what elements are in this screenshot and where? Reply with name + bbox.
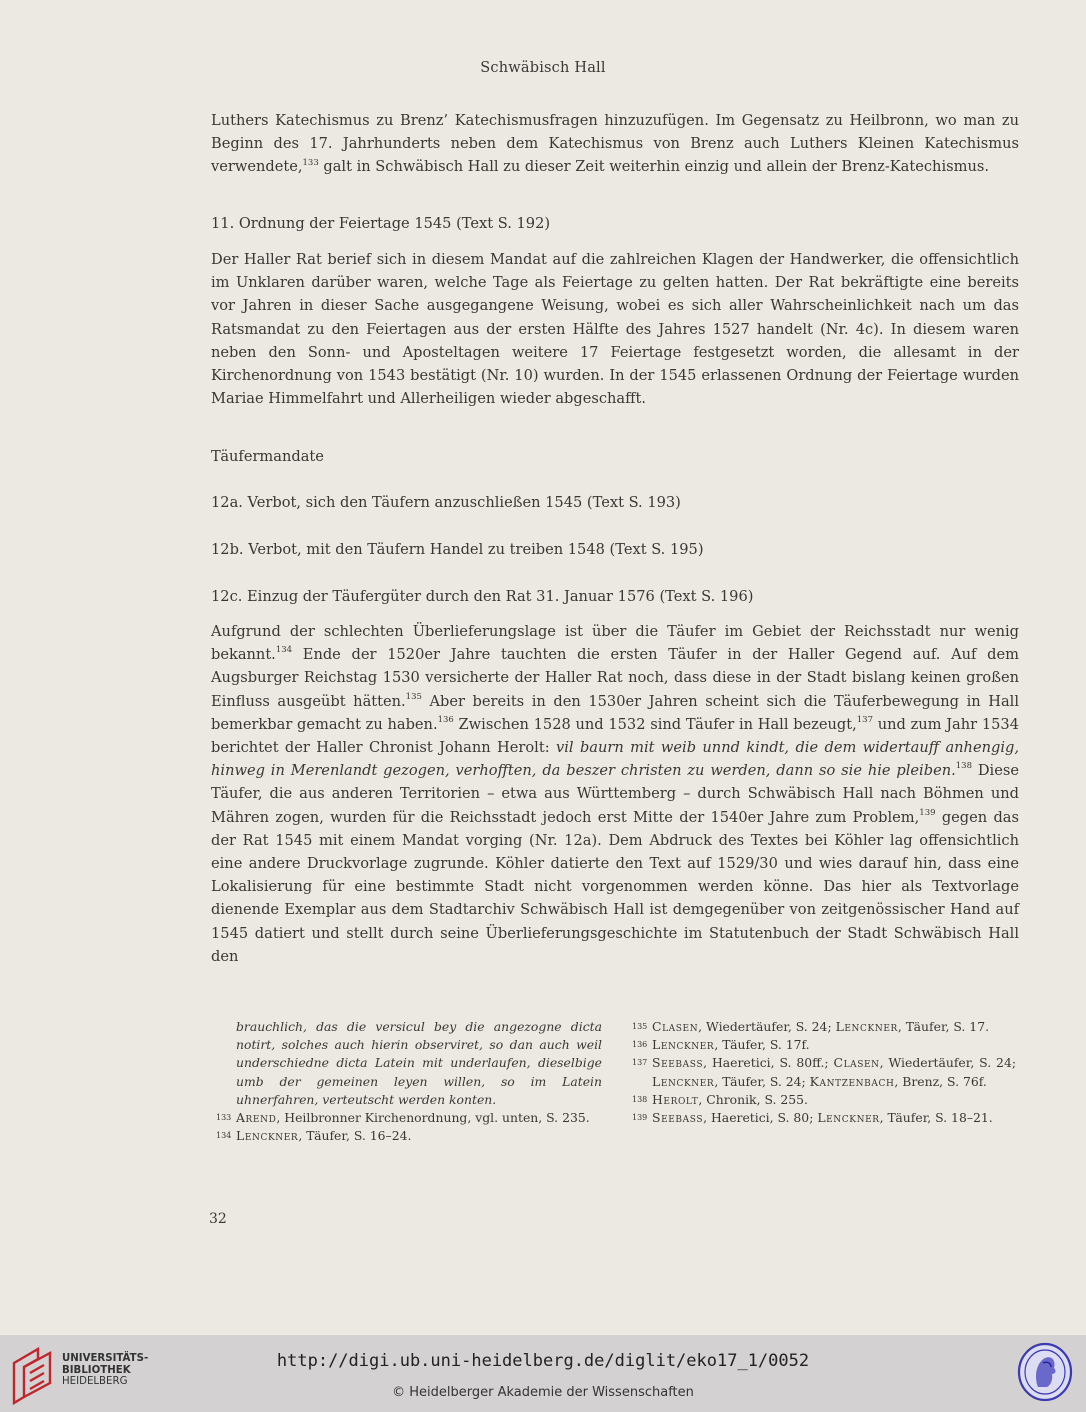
footnote-134: [216, 1127, 602, 1145]
footnote-ref-135[interactable]: 135: [405, 691, 422, 702]
logo-line: HEIDELBERG: [62, 1376, 128, 1387]
footnote-author: Lenckner: [236, 1128, 299, 1144]
paragraph-text: Ende der 1520er Jahre tauchten die ersten Täufer in der Haller Gegend auf. Auf dem Augsburger Reichstag 1530 versicherte der Haller Rat noch, dass diese in der Stadt bislang keinen großen Einfluss ausgeübt hätten.: [211, 646, 1019, 710]
footnote-number: 134: [216, 1131, 232, 1141]
footnote-number: 133: [216, 1113, 232, 1123]
footnote-text: , Brenz, S. 76f.: [894, 1073, 987, 1089]
footnote-ref-137[interactable]: 137: [856, 714, 873, 725]
footnote-number: 136: [632, 1040, 648, 1050]
footnote-author: Clasen: [833, 1055, 880, 1071]
footnote-text: , Heilbronner Kirchenordnung, vgl. unten, S. 235.: [276, 1110, 590, 1126]
copyright-notice: © Heidelberger Akademie der Wissenschaften: [392, 1385, 694, 1400]
paragraph-text: galt in Schwäbisch Hall zu dieser Zeit weiterhin einzig und allein der Brenz-Katechismus.: [318, 158, 989, 176]
paragraph-text: Aufgrund der schlechten Überlieferungslage ist über die Täufer im Gebiet der Reichsstadt nur wenig bekannt.: [211, 623, 1019, 664]
footnote-text: , Wiedertäufer, S. 24;: [698, 1019, 836, 1034]
paragraph-text: Aber bereits in den 1530er Jahren scheint sich die Täuferbewegung in Hall bemerkbar gemacht zu haben.: [211, 692, 1019, 733]
section-heading-12a: 12a. Verbot, sich den Täufern anzuschließen 1545 (Text S. 193): [211, 494, 681, 511]
paragraph-text: Luthers Katechismus zu Brenz’ Katechismusfragen hinzuzufügen. Im Gegensatz zu Heilbronn, wo man zu Beginn des 17. Jahrhunderts neben dem Katechismus von Brenz auch Luthers Kleinen Katechismus verwendete,: [211, 112, 1019, 176]
viewer-footer-bar: [0, 1335, 1086, 1412]
footnote-text: , Haeretici, S. 80;: [703, 1110, 818, 1126]
paragraph-catechism: [211, 109, 1019, 179]
paragraph-text: Zwischen 1528 und 1532 sind Täufer in Hall bezeugt,: [453, 715, 857, 733]
footnote-ref-139[interactable]: 139: [919, 807, 936, 818]
footnote-author: Herolt: [652, 1091, 699, 1107]
footnote-135: [632, 1018, 1016, 1036]
footnote-ref-134[interactable]: 134: [275, 645, 293, 656]
logo-line: UNIVERSITÄTS-: [62, 1353, 149, 1364]
footnote-136: [632, 1036, 1016, 1054]
running-head: Schwäbisch Hall: [480, 60, 606, 76]
permalink-url[interactable]: http://digi.ub.uni-heidelberg.de/diglit/eko17_1/0052: [276, 1351, 810, 1371]
footnote-text: , Haeretici, S. 80ff.;: [703, 1055, 834, 1071]
footnote-text: , Täufer, S. 24;: [714, 1073, 810, 1089]
logo-line: BIBLIOTHEK: [62, 1364, 131, 1376]
footnote-author: Lenckner: [652, 1037, 715, 1053]
footnote-text: , Täufer, S. 17.: [897, 1019, 990, 1034]
footnote-author: Arend: [236, 1110, 277, 1126]
footnote-139: [632, 1109, 1016, 1127]
footnote-author: Kantzenbach: [809, 1073, 895, 1089]
footnote-text: , Chronik, S. 255.: [698, 1091, 808, 1107]
section-heading-12c: 12c. Einzug der Täufergüter durch den Rat 31. Januar 1576 (Text S. 196): [211, 588, 754, 605]
section-heading-11: 11. Ordnung der Feiertage 1545 (Text S. 192): [211, 215, 551, 232]
paragraph-text: gegen das der Rat 1545 mit einem Mandat vorging (Nr. 12a). Dem Abdruck des Textes bei Köhler lag offensichtlich eine andere Druckvorlage zugrunde. Köhler datierte den Text auf 1529/30 und wies darauf hin, dass eine Lokalisierung für eine bestimmte Stadt nicht vorgenommen werden könne. Das hier als Textvorlage dienende Exemplar aus dem Stadtarchiv Schwäbisch Hall ist demgegenüber von zeitgenössischer Hand auf 1545 datiert und stellt durch seine Überlieferungsgeschichte im Statutenbuch der Stadt Schwäbisch Hall den: [211, 808, 1019, 965]
footnote-133: [216, 1109, 602, 1127]
footnote-ref-133[interactable]: 133: [302, 157, 319, 168]
footnote-author: Lenckner: [817, 1110, 880, 1126]
footnote-author: Lenckner: [835, 1019, 898, 1034]
footnote-author: Seebass: [652, 1110, 704, 1126]
paragraph-text: und zum Jahr 1534 berichtet der Haller Chronist Johann Herolt:: [211, 715, 1019, 757]
chronicle-quote: vil baurn mit weib unnd kindt, die dem widertauff anhengig, hinweg in Merenlandt gezogen, verhofften, da beszer christen zu werden, dann so sie hie pleiben.: [211, 739, 1019, 780]
footnote-number: 137: [632, 1058, 648, 1068]
footnote-text: , Wiedertäufer, S. 24;: [879, 1055, 1017, 1071]
section-heading-12b: 12b. Verbot, mit den Täufern Handel zu treiben 1548 (Text S. 195): [211, 541, 704, 558]
footnote-continuation: brauchlich, das die versicul bey die angezogne dicta notirt, solches auch hierin observiret, so dan auch weil underschiedne dicta Latein mit underlaufen, dieselbige umb der gemeinen leyen willen, so im Latein uhnerfahren, verteutscht werden konten.: [236, 1019, 602, 1107]
footnote-ref-138[interactable]: 138: [955, 761, 972, 772]
footnote-138: [632, 1091, 1016, 1109]
footnote-number: 135: [632, 1022, 648, 1031]
footnote-author: Seebass: [652, 1055, 704, 1071]
footnotes-left-column: [216, 1018, 602, 1145]
footnote-text: , Täufer, S. 17f.: [714, 1037, 810, 1053]
footnote-author: Clasen: [652, 1019, 699, 1034]
paragraph-text: Diese Täufer, die aus anderen Territorien – etwa aus Württemberg – durch Schwäbisch Hall nach Böhmen und Mähren zogen, wurden für die Reichsstadt jedoch erst Mitte der 1540er Jahre zum Problem,: [211, 762, 1019, 826]
footnote-text: , Täufer, S. 16–24.: [298, 1128, 412, 1144]
footnote-text: , Täufer, S. 18–21.: [879, 1110, 993, 1126]
academy-seal-icon: [1016, 1341, 1074, 1407]
paragraph-text: Der Haller Rat berief sich in diesem Mandat auf die zahlreichen Klagen der Handwerker, die offensichtlich im Unklaren darüber waren, welche Tage als Feiertage zu gelten hatten. Der Rat bekräftigte eine bereits vor Jahren in dieser Sache ausgegangene Weisung, wobei es sich aller Wahrscheinlichkeit nach um das Ratsmandat zu den Feiertagen aus der ersten Hälfte des Jahres 1527 handelt (Nr. 4c). In diesem waren neben den Sonn- und Aposteltagen weitere 17 Feiertage festgesetzt worden, die allesamt in der Kirchenordnung von 1543 bestätigt (Nr. 10) wurden. In der 1545 erlassenen Ordnung der Feiertage wurden Mariae Himmelfahrt und Allerheiligen wieder abgeschafft.: [211, 251, 1019, 408]
footnote-number: 138: [632, 1094, 648, 1104]
paragraph-taeufer: [211, 620, 1019, 968]
paragraph-feiertage: [211, 248, 1019, 410]
footnotes-right-column: [632, 1018, 1016, 1127]
page-number: 32: [209, 1211, 227, 1227]
footnote-author: Lenckner: [652, 1073, 715, 1089]
footnote-number: 139: [632, 1113, 648, 1123]
section-heading-taeufermandate: Täufermandate: [211, 448, 324, 465]
footnote-137: [632, 1054, 1016, 1090]
footnote-ref-136[interactable]: 136: [437, 714, 454, 725]
